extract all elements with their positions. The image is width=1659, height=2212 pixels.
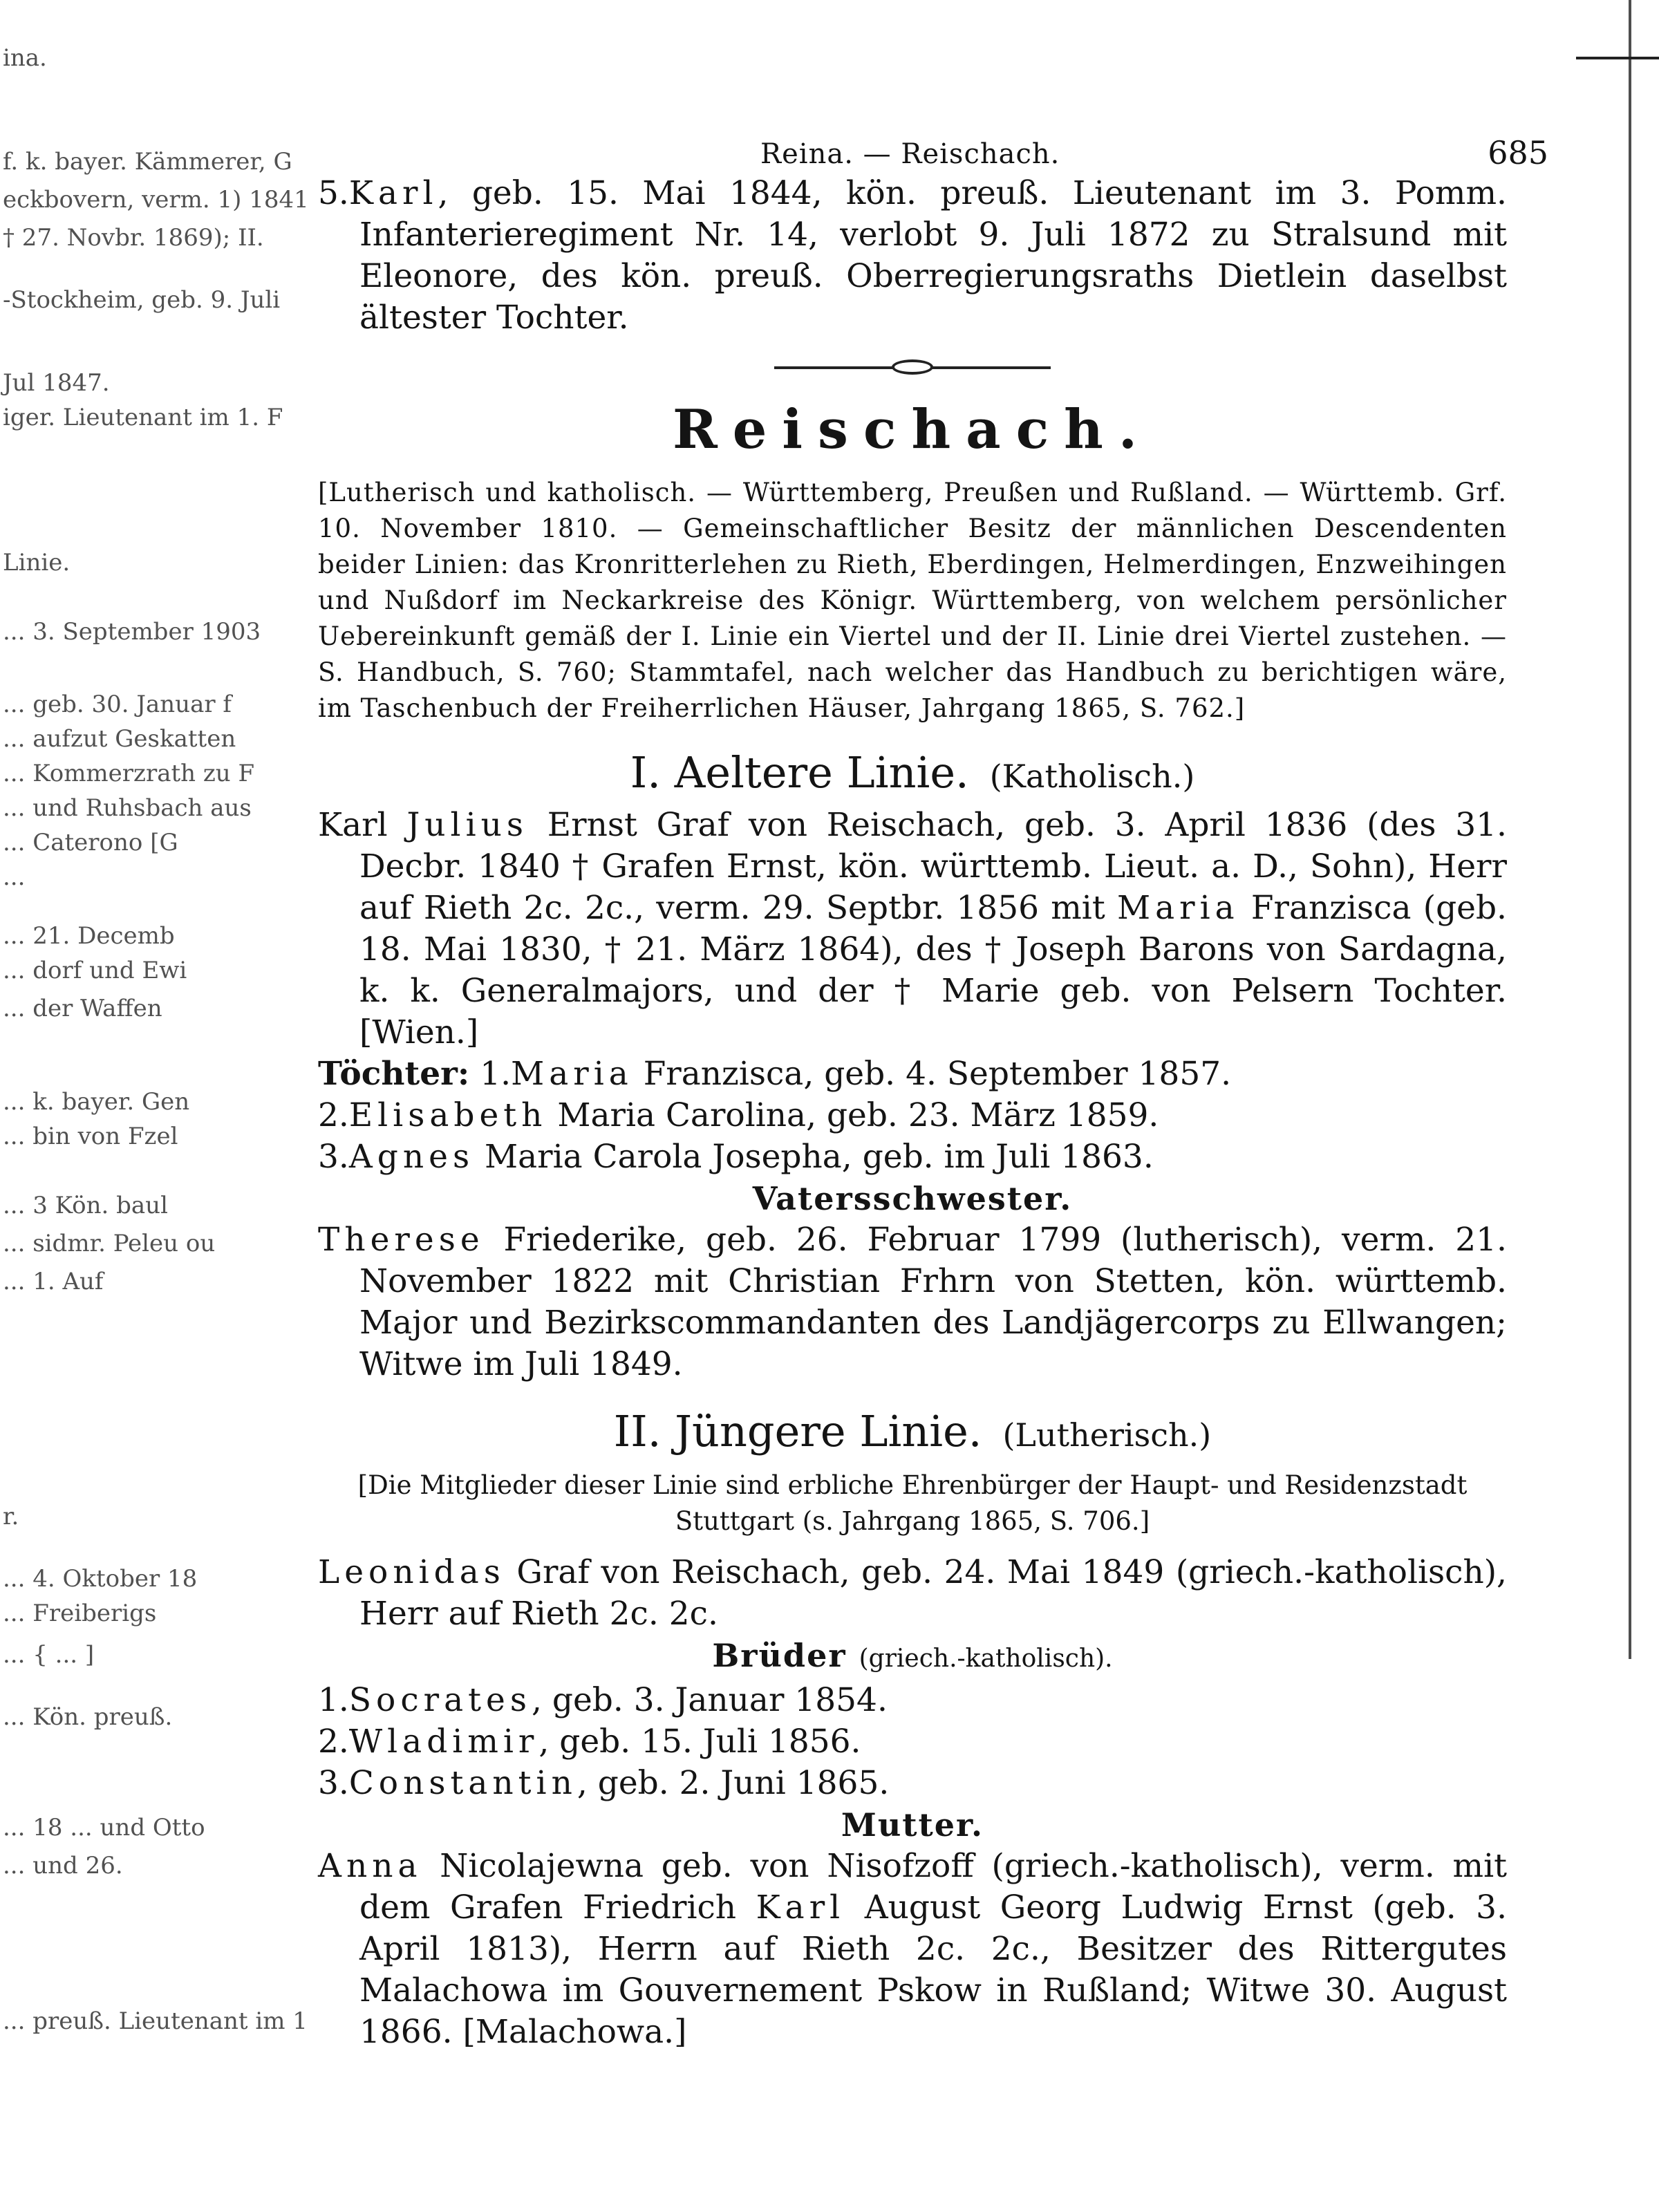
list-item: 3.Agnes Maria Carola Josepha, geb. im Juli 1863. bbox=[318, 1138, 1154, 1176]
margin-fragment: ... preuß. Lieutenant im 1 bbox=[3, 2007, 308, 2035]
family-title: Reischach. bbox=[672, 398, 1153, 461]
margin-fragment: Linie. bbox=[3, 549, 71, 577]
previous-family-continuation bbox=[318, 173, 1507, 339]
family-intro-note: [Lutherisch und katholisch. — Württemberg, Preußen und Rußland. — Württemb. Grf. 10. November 1810. — Gemeinschaftlicher Besitz der männlichen Descendenten beider Linien: das Kronritterlehen zu Rieth, Eberdingen, Helmerdingen, Enzweihingen und Nußdorf im Neckarkreise des Königr. Württemberg, von welchem persönlicher Uebereinkunft gemäß der I. Linie ein Viertel und der II. Linie drei Viertel zustehen. — S. Handbuch, S. 760; Stammtafel, nach welcher das Handbuch zu berichtigen wäre, im Taschenbuch der Freiherrlichen Häuser, Jahrgang 1865, S. 762.] bbox=[318, 478, 1507, 723]
line-heading-younger: II. Jüngere Linie. (Lutherisch.) bbox=[613, 1406, 1212, 1456]
scan-edge-right bbox=[1629, 0, 1631, 1659]
elder-line-body bbox=[318, 805, 1507, 1385]
list-item: 1.Socrates, geb. 3. Januar 1854. bbox=[318, 1681, 888, 1719]
margin-fragment: ... Kommerzrath zu F bbox=[3, 760, 255, 787]
margin-fragment: ina. bbox=[3, 44, 47, 72]
margin-fragment: ... sidmr. Peleu ou bbox=[3, 1230, 216, 1257]
list-item: 2.Wladimir, geb. 15. Juli 1856. bbox=[318, 1723, 861, 1761]
margin-fragment: ... geb. 30. Januar f bbox=[3, 691, 232, 718]
margin-fragment: -Stockheim, geb. 9. Juli bbox=[3, 286, 281, 314]
margin-fragment: ... der Waffen bbox=[3, 995, 162, 1022]
entry-karl: 5.Karl, geb. 15. Mai 1844, kön. preuß. Lieutenant im 3. Pomm. Infanterieregiment Nr. 14, verlobt 9. Juli 1872 zu Stralsund mit Eleonore, des kön. preuß. Oberregierungsraths Dietlein daselbst ältester Tochter. bbox=[318, 174, 1507, 337]
running-head bbox=[318, 124, 1548, 173]
margin-fragment: eckbovern, verm. 1) 1841 bbox=[3, 186, 309, 214]
ornamental-divider bbox=[774, 366, 1051, 369]
list-item: 2.Elisabeth Maria Carolina, geb. 23. März 1859. bbox=[318, 1096, 1159, 1134]
margin-fragment: ... dorf und Ewi bbox=[3, 957, 187, 984]
main-text-column bbox=[318, 124, 1548, 2053]
margin-fragment: ... aufzut Geskatten bbox=[3, 725, 236, 753]
younger-line-note: [Die Mitglieder dieser Linie sind erbliche Ehrenbürger der Haupt- und Residenzstadt Stuttgart (s. Jahrgang 1865, S. 706.] bbox=[357, 1470, 1468, 1536]
line-heading-elder: I. Aeltere Linie. (Katholisch.) bbox=[630, 747, 1195, 798]
margin-fragment: ... 21. Decemb bbox=[3, 922, 175, 950]
margin-fragment: r. bbox=[3, 1503, 19, 1530]
margin-fragment: ... und Ruhsbach aus bbox=[3, 794, 252, 822]
aunt-subheading: Vatersschwester. bbox=[752, 1180, 1073, 1217]
younger-line-head: Leonidas Graf von Reischach, geb. 24. Mai 1849 (griech.-katholisch), Herr auf Rieth 2c. 2c. bbox=[318, 1553, 1507, 1633]
margin-fragment: ... k. bayer. Gen bbox=[3, 1088, 190, 1116]
mother-subheading: Mutter. bbox=[841, 1806, 984, 1844]
facing-page-bleed bbox=[0, 41, 309, 2046]
margin-fragment: ... bbox=[3, 863, 26, 891]
younger-line-body bbox=[318, 1552, 1507, 2053]
brothers-subheading: Brüder (griech.-katholisch). bbox=[712, 1637, 1113, 1674]
margin-fragment: ... { ... ] bbox=[3, 1641, 95, 1669]
running-title: Reina. — Reischach. bbox=[760, 138, 1060, 170]
margin-fragment: Jul 1847. bbox=[3, 369, 110, 397]
elder-line-head: Karl Julius Ernst Graf von Reischach, geb. 3. April 1836 (des 31. Decbr. 1840 † Grafen Ernst, kön. württemb. Lieut. a. D., Sohn), Herr auf Rieth 2c. 2c., verm. 29. Septbr. 1856 mit Maria Franzisca (geb. 18. Mai 1830, † 21. März 1864), des † Joseph Barons von Sardagna, k. k. Generalmajors, und der † Marie geb. von Pelsern Tochter. [Wien.] bbox=[318, 806, 1507, 1051]
margin-fragment: ... 4. Oktober 18 bbox=[3, 1565, 198, 1593]
margin-fragment: iger. Lieutenant im 1. F bbox=[3, 404, 283, 431]
margin-fragment: ... Kön. preuß. bbox=[3, 1703, 173, 1731]
margin-fragment: ... 3. September 1903 bbox=[3, 618, 261, 646]
margin-fragment: † 27. Novbr. 1869); II. bbox=[3, 224, 264, 252]
margin-fragment: ... bin von Fzel bbox=[3, 1123, 178, 1150]
daughters-list: Töchter: 1.Maria Franzisca, geb. 4. September 1857. bbox=[318, 1055, 1232, 1093]
margin-fragment: ... und 26. bbox=[3, 1852, 123, 1880]
margin-fragment: ... 1. Auf bbox=[3, 1268, 104, 1295]
margin-fragment: ... 3 Kön. baul bbox=[3, 1192, 168, 1219]
margin-fragment: ... 18 ... und Otto bbox=[3, 1814, 205, 1841]
mother-entry: Anna Nicolajewna geb. von Nisofzoff (griech.-katholisch), verm. mit dem Grafen Friedrich Karl August Georg Ludwig Ernst (geb. 3. April 1813), Herrn auf Rieth 2c. 2c., Besitzer des Rittergutes Malachowa im Gouvernement Pskow in Rußland; Witwe 30. August 1866. [Malachowa.] bbox=[318, 1847, 1508, 2051]
margin-fragment: f. k. bayer. Kämmerer, G bbox=[3, 148, 292, 176]
margin-fragment: ... Caterono [G bbox=[3, 829, 178, 856]
list-item: 3.Constantin, geb. 2. Juni 1865. bbox=[318, 1764, 890, 1802]
divider-ornament-icon bbox=[892, 359, 933, 375]
scan-edge-top bbox=[1576, 57, 1659, 59]
margin-fragment: ... Freiberigs bbox=[3, 1600, 157, 1627]
aunt-entry: Therese Friederike, geb. 26. Februar 1799 (lutherisch), verm. 21. November 1822 mit Christian Frhrn von Stetten, kön. württemb. Major und Bezirkscommandanten des Landjägercorps zu Ellwangen; Witwe im Juli 1849. bbox=[318, 1221, 1507, 1383]
page-number: 685 bbox=[1488, 134, 1548, 171]
